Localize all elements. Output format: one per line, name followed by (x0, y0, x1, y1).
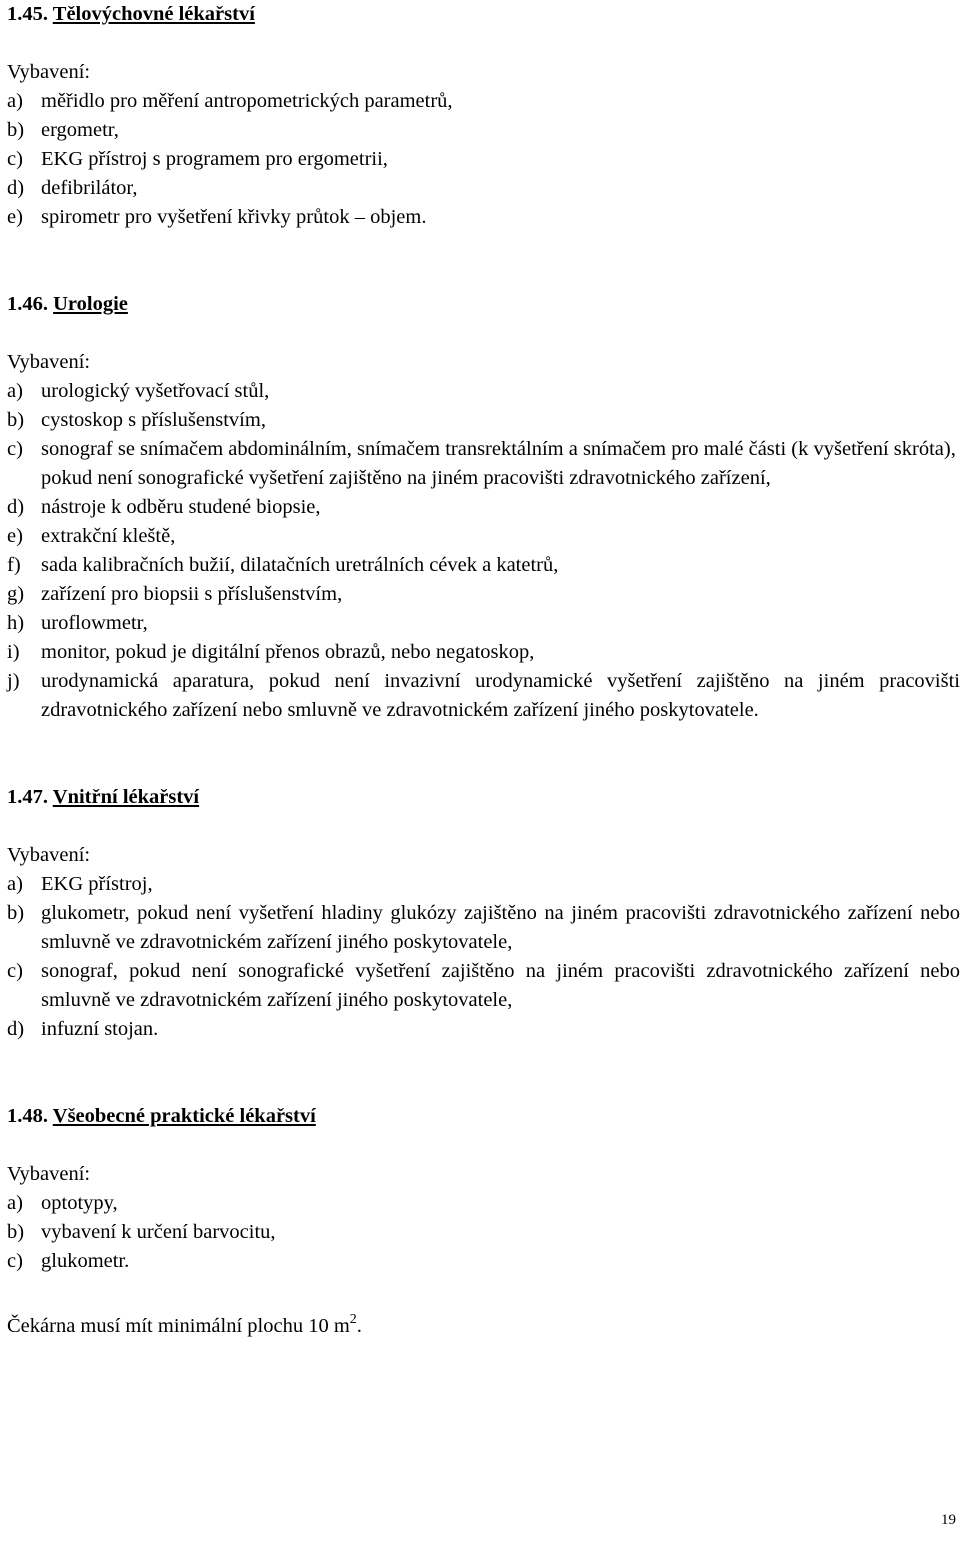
item-text: urologický vyšetřovací stůl, (41, 380, 270, 402)
list-item (7, 203, 960, 232)
list-item (7, 638, 960, 667)
item-text: ergometr, (41, 119, 119, 141)
item-text: měřidlo pro měření antropometrických parametrů, (41, 90, 453, 112)
item-text: optotypy, (41, 1192, 118, 1214)
equipment-list (7, 870, 960, 1044)
section-heading (7, 0, 960, 29)
list-item (7, 1189, 960, 1218)
section-title: Tělovýchovné lékařství (52, 3, 255, 25)
item-label: g) (7, 583, 25, 605)
item-label: b) (7, 902, 25, 924)
item-text: monitor, pokud je digitální přenos obrazů, nebo negatoskop, (41, 641, 535, 663)
document-page (7, 0, 960, 1341)
item-label: d) (7, 496, 25, 518)
item-label: a) (7, 873, 23, 895)
section-number: 1.45. (7, 3, 48, 25)
item-label: b) (7, 1221, 25, 1243)
item-label: c) (7, 148, 23, 170)
item-label: j) (7, 670, 20, 692)
list-item (7, 406, 960, 435)
section-number: 1.48. (7, 1105, 48, 1127)
item-label: e) (7, 206, 23, 228)
section-1-47 (7, 783, 960, 1102)
waiting-room-note (7, 1305, 960, 1341)
item-label: i) (7, 641, 20, 663)
section-heading (7, 783, 960, 812)
list-item (7, 145, 960, 174)
item-label: c) (7, 438, 23, 460)
list-item (7, 174, 960, 203)
list-item (7, 870, 960, 899)
item-label: c) (7, 1250, 23, 1272)
list-item (7, 580, 960, 609)
list-item (7, 899, 960, 957)
list-item (7, 493, 960, 522)
item-text: sonograf se snímačem abdominálním, snímačem transrektálním a snímačem pro malé části (k vyšetření skróta), pokud není sonografické vyšetření zajištěno na jiném pracovišti zdravotnického zařízení, (41, 438, 956, 489)
item-text: infuzní stojan. (41, 1018, 159, 1040)
section-title: Urologie (53, 293, 128, 315)
item-text: vybavení k určení barvocitu, (41, 1221, 276, 1243)
item-label: a) (7, 1192, 23, 1214)
equipment-label: Vybavení: (7, 61, 91, 83)
equipment-label: Vybavení: (7, 351, 91, 373)
item-text: EKG přístroj, (41, 873, 153, 895)
equipment-label: Vybavení: (7, 844, 91, 866)
item-text: sada kalibračních bužií, dilatačních uretrálních cévek a katetrů, (41, 554, 559, 576)
section-number: 1.47. (7, 786, 48, 808)
note-suffix: . (356, 1315, 362, 1337)
item-label: a) (7, 380, 23, 402)
item-label: d) (7, 1018, 25, 1040)
section-1-48 (7, 1102, 960, 1305)
equipment-list (7, 87, 960, 232)
list-item (7, 377, 960, 406)
item-label: f) (7, 554, 21, 576)
item-text: uroflowmetr, (41, 612, 148, 634)
item-text: extrakční kleště, (41, 525, 176, 547)
equipment-list (7, 377, 960, 725)
section-title: Vnitřní lékařství (52, 786, 200, 808)
list-item (7, 957, 960, 1015)
item-text: urodynamická aparatura, pokud není invazivní urodynamické vyšetření zajištěno na jiném pracovišti zdravotnického zařízení nebo smluvně ve zdravotnickém zařízení jiného poskytovatele. (41, 670, 960, 721)
list-item (7, 116, 960, 145)
list-item (7, 435, 960, 493)
section-heading (7, 1102, 960, 1131)
item-text: EKG přístroj s programem pro ergometrii, (41, 148, 388, 170)
section-1-46 (7, 290, 960, 783)
item-text: glukometr, pokud není vyšetření hladiny glukózy zajištěno na jiném pracovišti zdravotnického zařízení nebo smluvně ve zdravotnickém zařízení jiného poskytovatele, (41, 902, 960, 953)
item-text: defibrilátor, (41, 177, 138, 199)
note-text: Čekárna musí mít minimální plochu 10 m (7, 1315, 350, 1337)
item-text: zařízení pro biopsii s příslušenstvím, (41, 583, 343, 605)
item-text: nástroje k odběru studené biopsie, (41, 496, 321, 518)
item-text: spirometr pro vyšetření křivky průtok – objem. (41, 206, 427, 228)
list-item (7, 551, 960, 580)
list-item (7, 1015, 960, 1044)
page-number: 19 (941, 1512, 956, 1528)
note-superscript: 2 (349, 1312, 357, 1327)
list-item (7, 1218, 960, 1247)
section-1-45 (7, 0, 960, 290)
section-number: 1.46. (7, 293, 48, 315)
list-item (7, 609, 960, 638)
equipment-label: Vybavení: (7, 1163, 91, 1185)
item-label: b) (7, 409, 25, 431)
item-label: b) (7, 119, 25, 141)
item-label: c) (7, 960, 23, 982)
list-item (7, 1247, 960, 1276)
item-label: a) (7, 90, 23, 112)
item-label: h) (7, 612, 25, 634)
item-label: d) (7, 177, 25, 199)
item-text: cystoskop s příslušenstvím, (41, 409, 266, 431)
list-item (7, 522, 960, 551)
section-heading (7, 290, 960, 319)
item-text: glukometr. (41, 1250, 130, 1272)
item-label: e) (7, 525, 23, 547)
equipment-list (7, 1189, 960, 1276)
list-item (7, 667, 960, 725)
list-item (7, 87, 960, 116)
item-text: sonograf, pokud není sonografické vyšetření zajištěno na jiném pracovišti zdravotnického zařízení nebo smluvně ve zdravotnickém zařízení jiného poskytovatele, (41, 960, 960, 1011)
section-title: Všeobecné praktické lékařství (52, 1105, 316, 1127)
